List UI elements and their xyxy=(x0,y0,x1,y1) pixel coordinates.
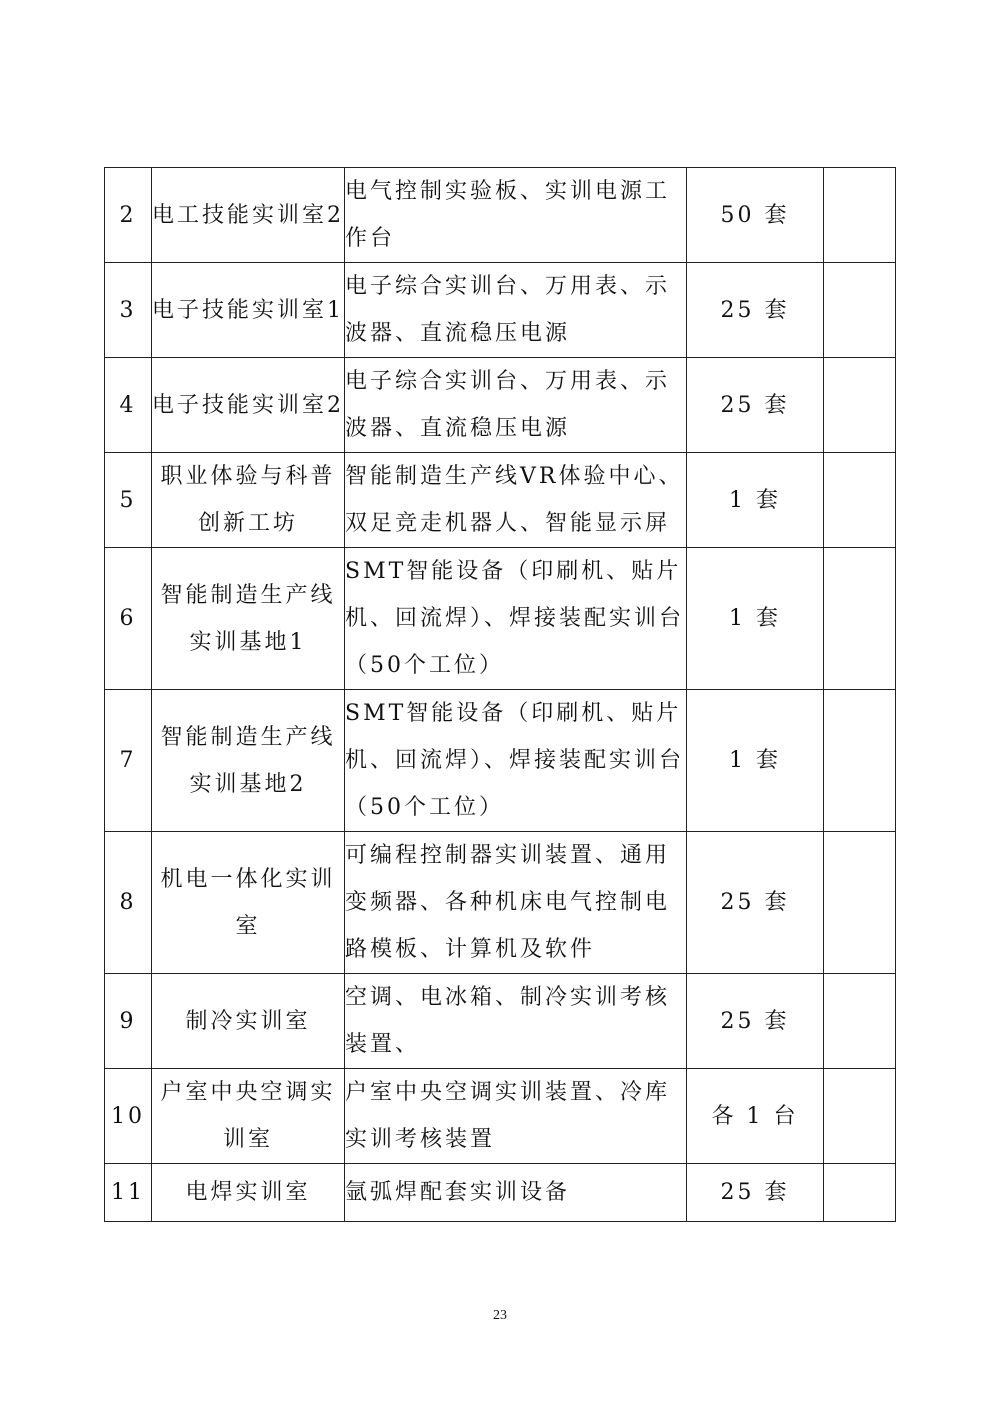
row-number: 10 xyxy=(105,1069,152,1164)
note-cell xyxy=(824,1069,896,1164)
equipment-table xyxy=(104,167,896,1222)
room-name: 户室中央空调实训室 xyxy=(152,1069,345,1164)
table-row xyxy=(105,358,896,453)
row-number: 5 xyxy=(105,453,152,548)
note-cell xyxy=(824,263,896,358)
table-row xyxy=(105,974,896,1069)
row-number: 2 xyxy=(105,168,152,263)
note-cell xyxy=(824,690,896,832)
quantity: 25 套 xyxy=(687,974,824,1069)
table-row xyxy=(105,832,896,974)
room-name: 制冷实训室 xyxy=(152,974,345,1069)
page-number: 23 xyxy=(493,1308,507,1323)
room-name: 电焊实训室 xyxy=(152,1164,345,1222)
note-cell xyxy=(824,358,896,453)
table-row xyxy=(105,690,896,832)
quantity: 25 套 xyxy=(687,1164,824,1222)
note-cell xyxy=(824,168,896,263)
quantity: 1 套 xyxy=(687,690,824,832)
room-name: 电工技能实训室2 xyxy=(152,168,345,263)
table-row xyxy=(105,453,896,548)
row-number: 4 xyxy=(105,358,152,453)
table-row xyxy=(105,263,896,358)
equipment-list: SMT智能设备（印刷机、贴片机、回流焊）、焊接装配实训台（50个工位） xyxy=(345,690,687,832)
equipment-table-body xyxy=(105,168,896,1222)
row-number: 7 xyxy=(105,690,152,832)
table-row xyxy=(105,1069,896,1164)
equipment-list: 智能制造生产线VR体验中心、双足竞走机器人、智能显示屏 xyxy=(345,453,687,548)
row-number: 9 xyxy=(105,974,152,1069)
quantity: 25 套 xyxy=(687,358,824,453)
quantity: 各 1 台 xyxy=(687,1069,824,1164)
room-name: 机电一体化实训室 xyxy=(152,832,345,974)
quantity: 50 套 xyxy=(687,168,824,263)
table-row xyxy=(105,1164,896,1222)
quantity: 1 套 xyxy=(687,548,824,690)
equipment-list: 氩弧焊配套实训设备 xyxy=(345,1164,687,1222)
table-row xyxy=(105,168,896,263)
room-name: 电子技能实训室1 xyxy=(152,263,345,358)
note-cell xyxy=(824,832,896,974)
room-name: 职业体验与科普创新工坊 xyxy=(152,453,345,548)
row-number: 11 xyxy=(105,1164,152,1222)
equipment-list: 可编程控制器实训装置、通用变频器、各种机床电气控制电路模板、计算机及软件 xyxy=(345,832,687,974)
equipment-list: 电子综合实训台、万用表、示波器、直流稳压电源 xyxy=(345,358,687,453)
equipment-list: SMT智能设备（印刷机、贴片机、回流焊）、焊接装配实训台（50个工位） xyxy=(345,548,687,690)
equipment-list: 空调、电冰箱、制冷实训考核装置、 xyxy=(345,974,687,1069)
equipment-list: 户室中央空调实训装置、冷库实训考核装置 xyxy=(345,1069,687,1164)
note-cell xyxy=(824,548,896,690)
note-cell xyxy=(824,974,896,1069)
note-cell xyxy=(824,1164,896,1222)
row-number: 8 xyxy=(105,832,152,974)
note-cell xyxy=(824,453,896,548)
quantity: 25 套 xyxy=(687,832,824,974)
room-name: 智能制造生产线实训基地1 xyxy=(152,548,345,690)
equipment-list: 电气控制实验板、实训电源工作台 xyxy=(345,168,687,263)
quantity: 1 套 xyxy=(687,453,824,548)
room-name: 电子技能实训室2 xyxy=(152,358,345,453)
table-row xyxy=(105,548,896,690)
room-name: 智能制造生产线实训基地2 xyxy=(152,690,345,832)
row-number: 3 xyxy=(105,263,152,358)
quantity: 25 套 xyxy=(687,263,824,358)
row-number: 6 xyxy=(105,548,152,690)
equipment-list: 电子综合实训台、万用表、示波器、直流稳压电源 xyxy=(345,263,687,358)
